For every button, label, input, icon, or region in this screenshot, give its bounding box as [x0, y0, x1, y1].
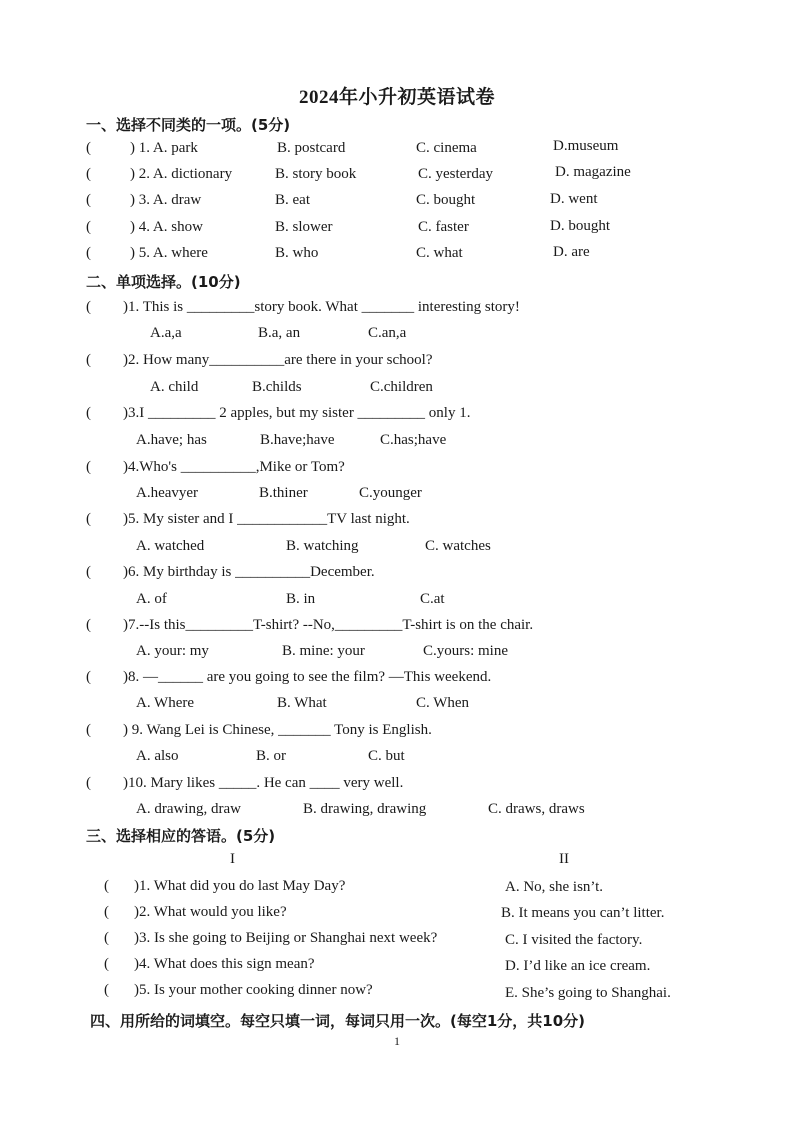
option-d: D.museum	[553, 138, 619, 154]
answer-paren: (	[86, 245, 91, 261]
list-item: )1. What did you do last May Day?	[134, 878, 346, 894]
option-b: B. What	[277, 695, 327, 711]
list-item: )2. What would you like?	[134, 904, 287, 920]
option-b: B. slower	[275, 219, 333, 235]
list-item: A. No, she isn’t.	[505, 879, 604, 895]
option-b: B.childs	[252, 379, 302, 395]
item-number-option-a: ) 1. A. park	[130, 140, 198, 156]
answer-paren: (	[86, 459, 91, 475]
option-c: C.an,a	[368, 325, 407, 341]
list-item: D. I’d like an ice cream.	[505, 958, 651, 974]
option-b: B. story book	[275, 166, 357, 182]
answer-paren: (	[104, 982, 109, 998]
option-d: D. magazine	[555, 164, 631, 180]
option-c: C.children	[370, 379, 433, 395]
option-b: B.a, an	[258, 325, 301, 341]
option-c: C. what	[416, 245, 463, 261]
list-item: B. It means you can’t litter.	[501, 905, 665, 921]
item-number-option-a: ) 4. A. show	[130, 219, 203, 235]
question-text: )1. This is _________story book. What _______ interesting story!	[123, 299, 520, 315]
section4-heading: 四、用所给的词填空。每空只填一词，每词只用一次。(每空1分，共10分)	[90, 1012, 586, 1030]
answer-paren: (	[86, 166, 91, 182]
answer-paren: (	[86, 669, 91, 685]
answer-paren: (	[86, 722, 91, 738]
option-c: C. but	[368, 748, 405, 764]
list-item: C. I visited the factory.	[505, 932, 643, 948]
column-label-1: I	[230, 851, 235, 867]
option-b: B. postcard	[277, 140, 346, 156]
option-c: C. faster	[418, 219, 469, 235]
answer-paren: (	[104, 878, 109, 894]
option-a: A. your: my	[136, 643, 209, 659]
option-c: C. cinema	[416, 140, 477, 156]
option-a: A.a,a	[150, 325, 182, 341]
answer-paren: (	[104, 956, 109, 972]
answer-paren: (	[86, 617, 91, 633]
answer-paren: (	[86, 775, 91, 791]
question-text: ) 9. Wang Lei is Chinese, _______ Tony is English.	[123, 722, 432, 738]
page-title: 2024年小升初英语试卷	[298, 87, 495, 108]
question-text: )7.--Is this_________T-shirt? --No,_________T-shirt is on the chair.	[123, 617, 534, 633]
section3-heading: 三、选择相应的答语。(5分)	[86, 827, 276, 845]
answer-paren: (	[86, 140, 91, 156]
option-b: B. in	[286, 591, 316, 607]
question-text: )6. My birthday is __________December.	[123, 564, 375, 580]
option-b: B. mine: your	[282, 643, 365, 659]
answer-paren: (	[104, 930, 109, 946]
question-text: )8. —______ are you going to see the film? —This weekend.	[123, 669, 492, 685]
option-c: C.has;have	[380, 432, 447, 448]
answer-paren: (	[86, 219, 91, 235]
list-item: )5. Is your mother cooking dinner now?	[134, 982, 373, 998]
column-label-2: II	[559, 851, 569, 867]
option-d: D. bought	[550, 218, 610, 234]
answer-paren: (	[86, 511, 91, 527]
option-b: B.have;have	[260, 432, 335, 448]
question-text: )2. How many__________are there in your school?	[123, 352, 433, 368]
list-item: )4. What does this sign mean?	[134, 956, 315, 972]
option-b: B. or	[256, 748, 286, 764]
option-c: C. watches	[425, 538, 491, 554]
option-c: C. draws, draws	[488, 801, 585, 817]
section2-heading: 二、单项选择。(10分)	[86, 273, 241, 291]
option-c: C. yesterday	[418, 166, 493, 182]
option-d: D. went	[550, 191, 598, 207]
option-d: D. are	[553, 244, 590, 260]
answer-paren: (	[86, 299, 91, 315]
option-c: C. bought	[416, 192, 476, 208]
option-b: B. eat	[275, 192, 310, 208]
option-b: B. who	[275, 245, 319, 261]
question-text: )5. My sister and I ____________TV last night.	[123, 511, 410, 527]
option-b: B.thiner	[259, 485, 308, 501]
section1-heading: 一、选择不同类的一项。(5分)	[86, 116, 291, 134]
option-a: A. of	[136, 591, 167, 607]
question-text: )3.I _________ 2 apples, but my sister _________ only 1.	[123, 405, 471, 421]
answer-paren: (	[104, 904, 109, 920]
option-a: A.heavyer	[136, 485, 199, 501]
item-number-option-a: ) 3. A. draw	[130, 192, 202, 208]
option-c: C.younger	[359, 485, 422, 501]
option-a: A. child	[150, 379, 199, 395]
option-b: B. drawing, drawing	[303, 801, 427, 817]
list-item: E. She’s going to Shanghai.	[505, 985, 671, 1001]
item-number-option-a: ) 5. A. where	[130, 245, 208, 261]
option-b: B. watching	[286, 538, 359, 554]
option-a: A. also	[136, 748, 179, 764]
option-a: A. drawing, draw	[136, 801, 241, 817]
answer-paren: (	[86, 192, 91, 208]
answer-paren: (	[86, 352, 91, 368]
option-a: A. watched	[136, 538, 205, 554]
option-c: C.at	[420, 591, 445, 607]
option-c: C.yours: mine	[423, 643, 508, 659]
answer-paren: (	[86, 564, 91, 580]
question-text: )10. Mary likes _____. He can ____ very well.	[123, 775, 404, 791]
option-c: C. When	[416, 695, 470, 711]
option-a: A. Where	[136, 695, 195, 711]
question-text: )4.Who's __________,Mike or Tom?	[123, 459, 345, 475]
answer-paren: (	[86, 405, 91, 421]
item-number-option-a: ) 2. A. dictionary	[130, 166, 233, 182]
page-number: 1	[394, 1034, 400, 1048]
list-item: )3. Is she going to Beijing or Shanghai next week?	[134, 930, 438, 946]
option-a: A.have; has	[136, 432, 207, 448]
